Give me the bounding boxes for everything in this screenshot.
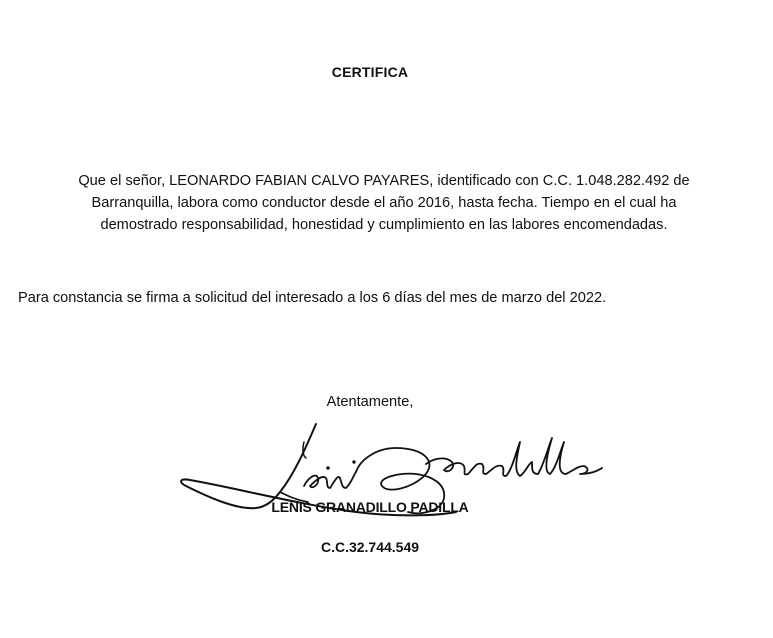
certification-paragraph (36, 170, 732, 236)
paragraph-line: Barranquilla, labora como conductor desde el año 2016, hasta fecha. Tiempo en el cual ha (91, 195, 677, 211)
signer-name: LENIS GRANADILLO PADILLA (271, 499, 469, 515)
signer-id-number: C.C.32.744.549 (320, 539, 420, 555)
signature-stroke (304, 472, 356, 488)
signature-stroke (426, 438, 602, 476)
paragraph-line: Que el señor, LEONARDO FABIAN CALVO PAYARES, identificado con C.C. 1.048.282.492 de (78, 173, 690, 189)
signature-dot (353, 461, 355, 463)
document-title: CERTIFICA (331, 64, 409, 80)
closing-statement: Para constancia se firma a solicitud del interesado a los 6 días del mes de marzo del 2022. (18, 290, 607, 306)
closing-salutation: Atentamente, (326, 394, 414, 410)
signature-dot (327, 467, 329, 469)
paragraph-line: demostrado responsabilidad, honestidad y cumplimiento en las labores encomendadas. (100, 217, 668, 233)
